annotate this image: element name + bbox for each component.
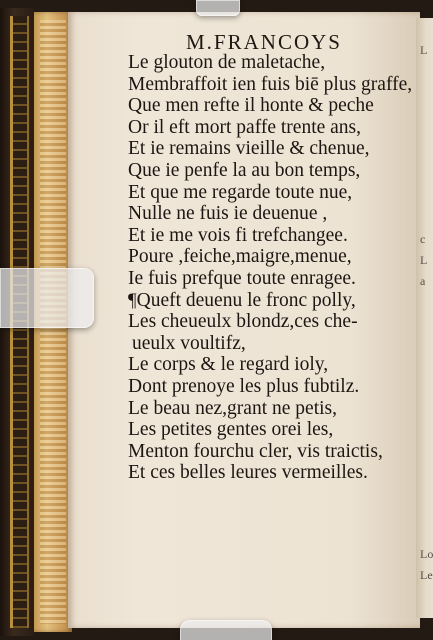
poem-line: Et ie remains vieille & chenue, bbox=[128, 138, 370, 160]
facing-page-fragment bbox=[420, 313, 433, 334]
poem-line: Et ie me vois fi trefchangee. bbox=[128, 224, 348, 246]
facing-page-fragment bbox=[420, 439, 433, 460]
facing-page-fragment bbox=[420, 397, 433, 418]
facing-page-fragment bbox=[420, 292, 433, 313]
facing-page-fragment bbox=[420, 376, 433, 397]
poem-line-text: Queft deuenu le fronc polly, bbox=[136, 289, 356, 311]
poem-line: Les cheueulx blondz,ces che- bbox=[128, 311, 358, 333]
poem-line: Le beau nez,grant ne petis, bbox=[128, 397, 337, 419]
poem-line: Et ces belles leures vermeilles. bbox=[128, 462, 368, 484]
facing-page-fragment bbox=[420, 502, 433, 523]
poem-line: Que men refte il honte & peche bbox=[128, 95, 374, 117]
poem-line-continuation: ueulx voultifz, bbox=[132, 332, 246, 354]
facing-page-fragment: L bbox=[420, 253, 428, 267]
poem-line: Et que me regarde toute nue, bbox=[128, 181, 353, 203]
facing-page-fragment bbox=[420, 187, 433, 208]
facing-page-fragment: Lo bbox=[420, 547, 433, 561]
facing-page-fragment bbox=[420, 523, 433, 544]
poem-line: Les petites gentes orei les, bbox=[128, 419, 334, 441]
facing-page-fragment: a bbox=[420, 274, 426, 288]
poem-line: Que ie penfe la au bon temps, bbox=[128, 159, 361, 181]
facing-page-fragment bbox=[420, 145, 433, 166]
facing-page-fragment: c bbox=[420, 232, 426, 246]
poem-line: Poure ,feiche,maigre,menue, bbox=[128, 246, 352, 268]
facing-page-fragment bbox=[420, 460, 433, 481]
facing-page-fragment bbox=[420, 61, 433, 82]
poem-line: Dont prenoye les plus fubtilz. bbox=[128, 375, 360, 397]
poem-line: Or il eft mort paffe trente ans, bbox=[128, 116, 362, 138]
poem-line: Membraffoit ien fuis biē plus graffe, bbox=[128, 73, 413, 95]
facing-page-fragment bbox=[420, 166, 433, 187]
facing-page-fragment: L bbox=[420, 43, 428, 57]
page-holder-clip-bottom bbox=[180, 620, 272, 640]
facing-page-fragment: Le bbox=[420, 568, 433, 582]
poem-line-with-paraph bbox=[128, 290, 414, 312]
facing-page-fragment bbox=[420, 355, 433, 376]
facing-page-text bbox=[420, 40, 433, 586]
facing-page-fragment bbox=[420, 124, 433, 145]
page-holder-clip-left bbox=[0, 268, 94, 328]
facing-page-fragment bbox=[420, 418, 433, 439]
facing-page-fragment bbox=[420, 208, 433, 229]
running-header: M.FRANCOYS bbox=[186, 30, 342, 54]
paragraph-mark-icon: ¶ bbox=[128, 289, 137, 311]
facing-page-fragment bbox=[420, 481, 433, 502]
facing-page-fragment bbox=[420, 82, 433, 103]
poem-line: Menton fourchu cler, vis traictis, bbox=[128, 440, 383, 462]
facing-page-fragment bbox=[420, 103, 433, 124]
poem-line: Le corps & le regard ioly, bbox=[128, 354, 329, 376]
poem-text bbox=[128, 52, 414, 484]
poem-line: Nulle ne fuis ie deuenue , bbox=[128, 203, 328, 225]
facing-page-fragment bbox=[420, 334, 433, 355]
page-holder-clip-top bbox=[196, 0, 240, 16]
poem-line: Le glouton de maletache, bbox=[128, 52, 326, 73]
poem-line: Ie fuis prefque toute enragee. bbox=[128, 267, 356, 289]
